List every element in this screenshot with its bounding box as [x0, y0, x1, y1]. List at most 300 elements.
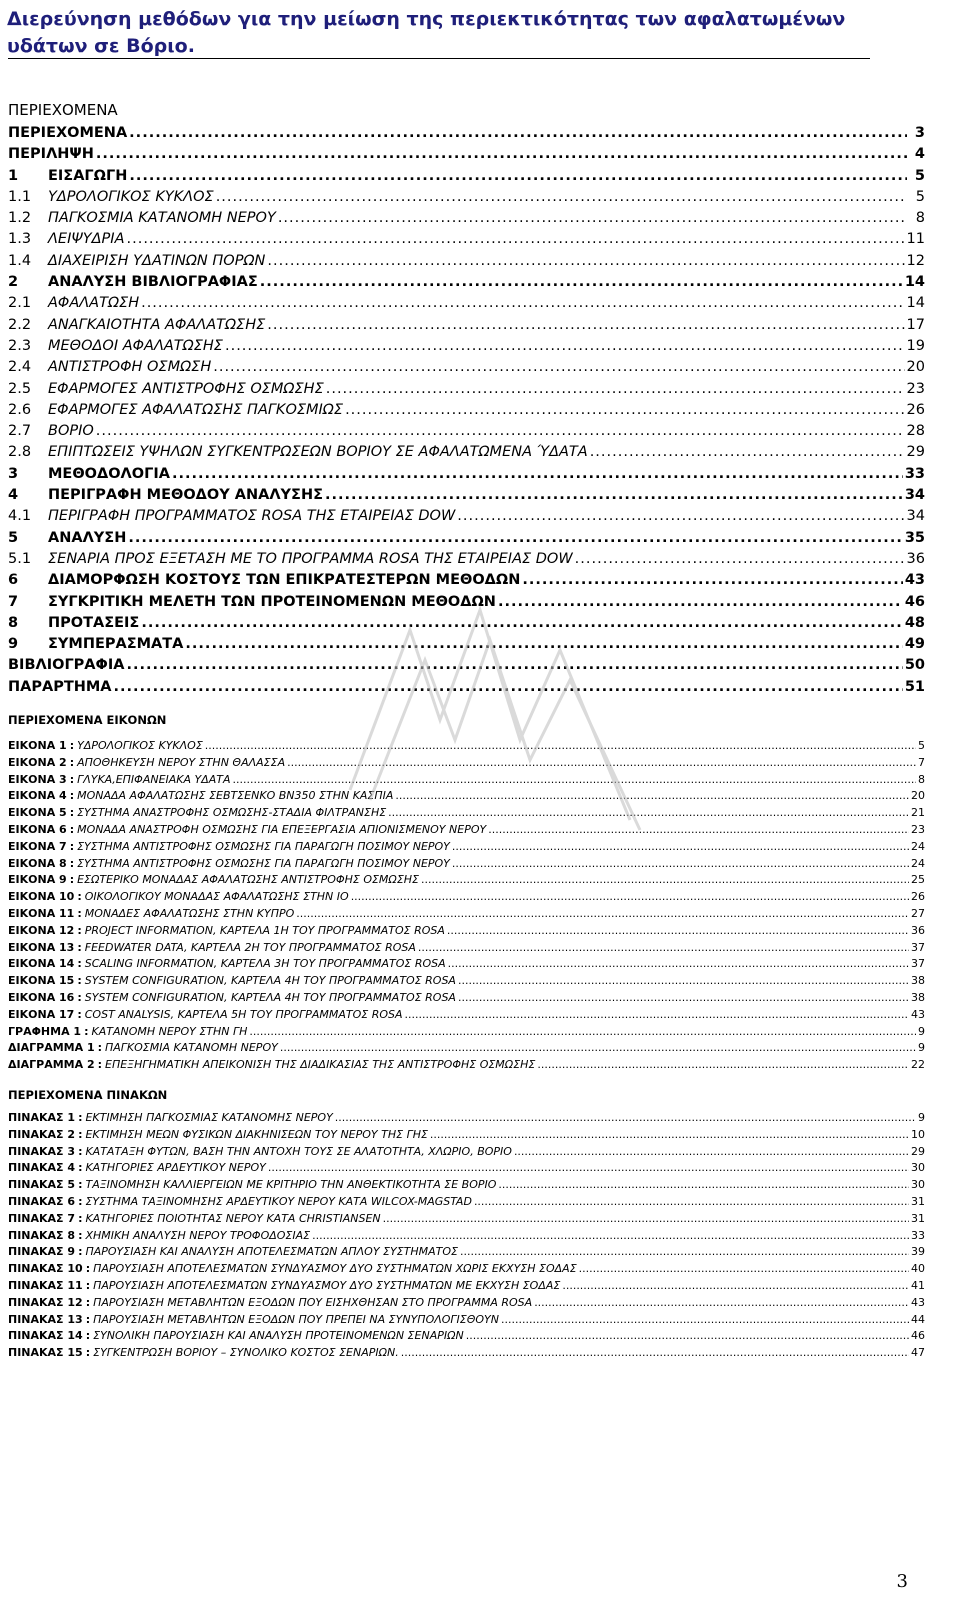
entry-page: 40	[911, 1262, 925, 1276]
entry-caption: ΕΣΩΤΕΡΙΚΟ ΜΟΝΑΔΑΣ ΑΦΑΛΑΤΩΣΗΣ ΑΝΤΙΣΤΡΟΦΗΣ ΟΣΜΩΣΗΣ	[77, 873, 419, 887]
toc-entry[interactable]	[8, 253, 925, 274]
toc-entry-label: ΑΦΑΛΑΤΩΣΗ	[48, 295, 140, 312]
toc-entry-number: 9	[8, 636, 19, 653]
toc-entry[interactable]	[8, 402, 925, 423]
entry-separator: :	[85, 1295, 91, 1309]
entry-label: ΠΙΝΑΚΑΣ 7	[8, 1211, 76, 1225]
list-item[interactable]	[8, 907, 925, 924]
list-item[interactable]	[8, 1262, 925, 1279]
dot-leader	[452, 840, 909, 853]
entry-page: 37	[911, 957, 925, 971]
toc-entry-page: 49	[904, 636, 925, 653]
toc-entry-number: 5.1	[8, 550, 32, 567]
entry-separator: :	[85, 1329, 91, 1343]
entry-caption: ΜΟΝΑΔΑ ΑΝΑΣΤΡΟΦΗ ΟΣΜΩΣΗΣ ΓΙΑ ΕΠΕΞΕΡΓΑΣΙΑ ΑΠΙΟΝΙΣΜΕΝΟΥ ΝΕΡΟΥ	[77, 822, 487, 836]
entry-separator: :	[78, 1127, 83, 1141]
entry-label: ΕΙΚΟΝΑ 16	[8, 990, 75, 1004]
dot-leader	[267, 317, 904, 333]
toc-entry-label: ΠΑΓΚΟΣΜΙΑ ΚΑΤΑΝΟΜΗ ΝΕΡΟΥ	[48, 210, 276, 227]
dot-leader	[268, 1161, 909, 1174]
entry-caption: ΤΑΞΙΝΟΜΗΣΗ ΚΑΛΛΙΕΡΓΕΙΩΝ ΜΕ ΚΡΙΤΗΡΙΟ ΤΗΝ ΑΝΘΕΚΤΙΚΟΤΗΤΑ ΣΕ ΒΟΡΙΟ	[85, 1178, 497, 1192]
toc-entry[interactable]	[8, 231, 925, 252]
entry-page: 43	[911, 1295, 925, 1309]
entry-page: 9	[918, 1041, 925, 1055]
toc-entry-number: 6	[8, 572, 19, 589]
toc-entry[interactable]	[8, 189, 925, 210]
entry-page: 23	[911, 822, 925, 836]
toc-entry-label: ΠΕΡΙΓΡΑΦΗ ΠΡΟΓΡΑΜΜΑΤΟΣ ROSA ΤΗΣ ΕΤΑΙΡΕΙΑΣ DOW	[48, 508, 456, 525]
entry-page: 5	[918, 739, 925, 752]
entry-separator: :	[69, 822, 75, 836]
toc-entry-number: 7	[8, 593, 19, 610]
list-item[interactable]	[8, 974, 925, 991]
toc-entry-page: 26	[906, 401, 925, 418]
toc-entry-number: 2.3	[8, 337, 32, 354]
dot-leader	[501, 1313, 909, 1326]
entry-label: ΕΙΚΟΝΑ 9	[8, 873, 67, 887]
entry-label: ΕΙΚΟΝΑ 17	[8, 1007, 75, 1021]
toc-entry-label: ΠΑΡΑΡΤΗΜΑ	[8, 678, 112, 695]
toc-entry-label: ΣΥΓΚΡΙΤΙΚΗ ΜΕΛΕΤΗ ΤΩΝ ΠΡΟΤΕΙΝΟΜΕΝΩΝ ΜΕΘΟΔΩΝ	[48, 593, 496, 610]
toc-entry-label: ΒΙΒΛΙΟΓΡΑΦΙΑ	[8, 657, 125, 674]
dot-leader	[590, 444, 905, 460]
list-item[interactable]	[8, 890, 925, 907]
list-item[interactable]	[8, 1195, 925, 1212]
entry-separator: :	[69, 873, 75, 887]
entry-label: ΕΙΚΟΝΑ 6	[8, 822, 67, 836]
toc-entry[interactable]	[8, 679, 925, 700]
entry-label: ΕΙΚΟΝΑ 2	[8, 755, 67, 769]
entry-separator: :	[69, 755, 75, 769]
list-item[interactable]	[8, 924, 925, 941]
entry-label: ΠΙΝΑΚΑΣ 3	[8, 1144, 76, 1158]
entry-page: 26	[911, 890, 925, 904]
toc-entry-page: 14	[906, 295, 925, 312]
entry-page: 10	[911, 1127, 925, 1141]
list-item[interactable]	[8, 773, 925, 790]
dot-leader	[498, 594, 903, 610]
entry-separator: :	[84, 1024, 89, 1038]
toc-entry[interactable]	[8, 530, 925, 551]
list-item[interactable]	[8, 1008, 925, 1025]
dot-leader	[466, 1329, 909, 1342]
dot-leader	[141, 615, 903, 631]
dot-leader	[474, 1195, 909, 1208]
dot-leader	[562, 1279, 909, 1292]
page-number: 3	[896, 1571, 908, 1592]
entry-label: ΕΙΚΟΝΑ 7	[8, 839, 67, 853]
toc-entry-page: 19	[906, 337, 925, 354]
list-item[interactable]	[8, 873, 925, 890]
toc-entry-page: 51	[904, 678, 925, 695]
toc-entry-page: 17	[906, 316, 925, 333]
entry-caption: ΚΑΤΗΓΟΡΙΕΣ ΑΡΔΕΥΤΙΚΟΥ ΝΕΡΟΥ	[85, 1161, 266, 1175]
entry-caption: FEEDWATER DATA, ΚΑΡΤΕΛΑ 2Η ΤΟΥ ΠΡΟΓΡΑΜΜΑΤΟΣ ROSA	[84, 940, 416, 954]
entry-separator: :	[78, 1178, 83, 1192]
dot-leader	[383, 1212, 909, 1225]
entry-caption: ΚΑΤΑΝΟΜΗ ΝΕΡΟΥ ΣΤΗΝ ΓΗ	[91, 1024, 248, 1038]
entry-caption: ΚΑΤΑΤΑΞΗ ΦΥΤΩΝ, ΒΑΣΗ ΤΗΝ ΑΝΤΟΧΗ ΤΟΥΣ ΣΕ ΑΛΑΤΟΤΗΤΑ, ΧΛΩΡΙΟ, ΒΟΡΙΟ	[85, 1144, 512, 1158]
toc-entry[interactable]	[8, 295, 925, 316]
list-item[interactable]	[8, 840, 925, 857]
toc-entry-number: 8	[8, 614, 19, 631]
toc-entry-number: 2.8	[8, 444, 32, 461]
entry-page: 36	[911, 923, 925, 937]
toc-entry[interactable]	[8, 423, 925, 444]
entry-page: 8	[918, 772, 925, 786]
dot-leader	[296, 907, 909, 920]
dot-leader	[126, 657, 902, 673]
toc-entry-number: 2	[8, 274, 19, 291]
entry-caption: ΣΥΣΤΗΜΑ ΑΝΑΣΤΡΟΦΗΣ ΟΣΜΩΣΗΣ-ΣΤΑΔΙΑ ΦΙΛΤΡΑΝΣΗΣ	[77, 806, 387, 820]
entry-separator: :	[78, 1111, 83, 1124]
dot-leader	[172, 466, 903, 482]
dot-leader	[96, 423, 905, 439]
entry-label: ΠΙΝΑΚΑΣ 9	[8, 1245, 76, 1259]
dot-leader	[267, 253, 904, 269]
toc-entry[interactable]	[8, 210, 925, 231]
toc-entry-label: ΔΙΑΧΕΙΡΙΣΗ ΥΔΑΤΙΝΩΝ ΠΟΡΩΝ	[48, 252, 266, 269]
entry-label: ΕΙΚΟΝΑ 3	[8, 772, 67, 786]
dot-leader	[185, 636, 902, 652]
toc-entry-page: 29	[906, 444, 925, 461]
toc-entry-label: ΔΙΑΜΟΡΦΩΣΗ ΚΟΣΤΟΥΣ ΤΩΝ ΕΠΙΚΡΑΤΕΣΤΕΡΩΝ ΜΕΘΟΔΩΝ	[48, 572, 521, 589]
toc-entry-page: 4	[914, 146, 925, 163]
entry-label: ΔΙΑΓΡΑΜΜΑ 1	[8, 1041, 95, 1055]
toc-entry-label: ΕΦΑΡΜΟΓΕΣ ΑΝΤΙΣΤΡΟΦΗΣ ΟΣΜΩΣΗΣ	[48, 380, 324, 397]
entry-label: ΠΙΝΑΚΑΣ 6	[8, 1194, 76, 1208]
entry-page: 24	[911, 856, 925, 870]
entry-label: ΕΙΚΟΝΑ 14	[8, 957, 75, 971]
dot-leader	[488, 823, 909, 836]
toc-entry[interactable]	[8, 657, 925, 678]
entry-separator: :	[97, 1058, 102, 1072]
toc-entry-label: ΑΝΤΙΣΤΡΟΦΗ ΟΣΜΩΣΗ	[48, 359, 212, 376]
toc-entry-page: 33	[904, 465, 925, 482]
toc-entry-page: 3	[914, 125, 925, 141]
dot-leader	[534, 1296, 909, 1309]
toc-entry-number: 2.6	[8, 401, 32, 418]
list-item[interactable]	[8, 1313, 925, 1330]
dot-leader	[458, 974, 909, 987]
document-title: Διερεύνηση μεθόδων για την μείωση της περιεκτικότητας των αφαλατωμένων υδάτων σε Βόριο.	[7, 8, 846, 57]
entry-page: 22	[911, 1058, 925, 1072]
entry-label: ΠΙΝΑΚΑΣ 14	[8, 1329, 83, 1343]
toc-entry-page: 11	[906, 231, 925, 248]
toc-entry-page: 5	[915, 188, 925, 205]
dot-leader	[326, 381, 905, 397]
dot-leader	[216, 189, 907, 205]
toc-entry[interactable]	[8, 636, 925, 657]
toc-entry-page: 5	[914, 167, 925, 184]
dot-leader	[260, 274, 903, 290]
toc-entry[interactable]	[8, 615, 925, 636]
toc-entry[interactable]	[8, 359, 925, 380]
toc-entry-number: 1	[8, 167, 19, 184]
dot-leader	[351, 890, 909, 903]
entry-caption: COST ANALYSIS, ΚΑΡΤΕΛΑ 5Η ΤΟΥ ΠΡΟΓΡΑΜΜΑΤΟΣ ROSA	[84, 1007, 403, 1021]
list-item[interactable]	[8, 857, 925, 874]
table-of-contents	[8, 125, 925, 700]
entry-label: ΠΙΝΑΚΑΣ 5	[8, 1178, 76, 1192]
entry-caption: ΠΑΡΟΥΣΙΑΣΗ ΑΠΟΤΕΛΕΣΜΑΤΩΝ ΣΥΝΔΥΑΣΜΟΥ ΔΥΟ ΣΥΣΤΗΜΑΤΩΝ ΜΕ ΕΚΧΥΣΗ ΣΟΔΑΣ	[93, 1278, 561, 1292]
toc-entry-number: 5	[8, 529, 19, 546]
list-item[interactable]	[8, 1161, 925, 1178]
toc-entry[interactable]	[8, 551, 925, 572]
toc-entry[interactable]	[8, 317, 925, 338]
entry-separator: :	[77, 906, 82, 920]
entry-separator: :	[69, 856, 75, 870]
toc-entry-label: ΑΝΑΛΥΣΗ ΒΙΒΛΙΟΓΡΑΦΙΑΣ	[48, 274, 258, 291]
dot-leader	[287, 756, 916, 769]
list-item[interactable]	[8, 1229, 925, 1246]
entry-label: ΠΙΝΑΚΑΣ 15	[8, 1346, 83, 1360]
toc-entry[interactable]	[8, 125, 925, 146]
toc-entry[interactable]	[8, 572, 925, 593]
entry-caption: ΜΟΝΑΔΑ ΑΦΑΛΑΤΩΣΗΣ ΣΕΒΤΣΕΝΚΟ BN350 ΣΤΗΝ ΚΑΣΠΙΑ	[77, 789, 394, 803]
list-item[interactable]	[8, 1296, 925, 1313]
entry-label: ΠΙΝΑΚΑΣ 8	[8, 1228, 76, 1242]
list-item[interactable]	[8, 1178, 925, 1195]
dot-leader	[447, 924, 909, 937]
dot-leader	[395, 789, 909, 802]
list-item[interactable]	[8, 739, 925, 756]
entry-caption: ΣΥΣΤΗΜΑ ΤΑΞΙΝΟΜΗΣΗΣ ΑΡΔΕΥΤΙΚΟΥ ΝΕΡΟΥ ΚΑΤΑ WILCOX-MAGSTAD	[85, 1194, 472, 1208]
entry-separator: :	[78, 1245, 83, 1259]
entry-page: 24	[911, 839, 925, 853]
entry-label: ΓΡΑΦΗΜΑ 1	[8, 1024, 82, 1038]
list-item[interactable]	[8, 1212, 925, 1229]
list-item[interactable]	[8, 823, 925, 840]
entry-separator: :	[77, 890, 82, 904]
toc-entry-label: ΜΕΘΟΔΟΛΟΓΙΑ	[48, 465, 170, 482]
entry-caption: ΕΚΤΙΜΗΣΗ ΠΑΓΚΟΣΜΙΑΣ ΚΑΤΑΝΟΜΗΣ ΝΕΡΟΥ	[85, 1111, 333, 1124]
entry-separator: :	[85, 1312, 91, 1326]
list-item[interactable]	[8, 1058, 925, 1075]
dot-leader	[129, 168, 907, 184]
toc-entry-number: 1.3	[8, 231, 32, 248]
entry-separator: :	[77, 974, 82, 988]
toc-entry-page: 36	[906, 550, 925, 567]
entry-page: 38	[911, 990, 925, 1004]
list-item[interactable]	[8, 1329, 925, 1346]
entry-separator: :	[69, 739, 75, 752]
toc-entry-label: ΠΕΡΙΕΧΟΜΕΝΑ	[8, 125, 128, 141]
entry-caption: ΠΑΡΟΥΣΙΑΣΗ ΜΕΤΑΒΛΗΤΩΝ ΕΞΟΔΩΝ ΠΟΥ ΕΙΣΗΧΘΗΣΑΝ ΣΤΟ ΠΡΟΓΡΑΜΜΑ ROSA	[93, 1295, 533, 1309]
entry-page: 44	[911, 1312, 925, 1326]
toc-entry-page: 50	[904, 657, 925, 674]
toc-entry[interactable]	[8, 508, 925, 529]
list-item[interactable]	[8, 756, 925, 773]
list-item[interactable]	[8, 1128, 925, 1145]
toc-entry[interactable]	[8, 146, 925, 167]
toc-entry-number: 2.4	[8, 359, 32, 376]
entry-caption: ΣΥΣΤΗΜΑ ΑΝΤΙΣΤΡΟΦΗΣ ΟΣΜΩΣΗΣ ΓΙΑ ΠΑΡΑΓΩΓΗ ΠΟΣΙΜΟΥ ΝΕΡΟΥ	[77, 856, 450, 870]
entry-separator: :	[78, 1228, 83, 1242]
list-item[interactable]	[8, 1111, 925, 1128]
entry-page: 37	[911, 940, 925, 954]
entry-page: 7	[918, 755, 925, 769]
entry-page: 21	[911, 806, 925, 820]
dot-leader	[514, 1145, 909, 1158]
entry-caption: ΟΙΚΟΛΟΓΙΚΟΥ ΜΟΝΑΔΑΣ ΑΦΑΛΑΤΩΣΗΣ ΣΤΗΝ ΙΟ	[84, 890, 349, 904]
entry-separator: :	[78, 1161, 83, 1175]
toc-entry-label: ΠΡΟΤΑΣΕΙΣ	[48, 614, 140, 631]
tables-heading: ΠΕΡΙΕΧΟΜΕΝΑ ΠΙΝΑΚΩΝ	[8, 1088, 168, 1102]
entry-page: 39	[911, 1245, 925, 1259]
dot-leader	[141, 295, 904, 311]
entry-label: ΕΙΚΟΝΑ 5	[8, 806, 67, 820]
toc-entry-label: ΣΕΝΑΡΙΑ ΠΡΟΣ ΕΞΕΤΑΣΗ ΜΕ ΤΟ ΠΡΟΓΡΑΜΜΑ ROSA ΤΗΣ ΕΤΑΙΡΕΙΑΣ DOW	[48, 550, 573, 567]
list-item[interactable]	[8, 1025, 925, 1042]
entry-caption: ΠΑΓΚΟΣΜΙΑ ΚΑΤΑΝΟΜΗ ΝΕΡΟΥ	[105, 1041, 278, 1055]
entry-caption: ΠΑΡΟΥΣΙΑΣΗ ΚΑΙ ΑΝΑΛΥΣΗ ΑΠΟΤΕΛΕΣΜΑΤΩΝ ΑΠΛΟΥ ΣΥΣΤΗΜΑΤΟΣ	[85, 1245, 458, 1259]
toc-entry[interactable]	[8, 168, 925, 189]
entry-caption: ΣΥΝΟΛΙΚΗ ΠΑΡΟΥΣΙΑΣΗ ΚΑΙ ΑΝΑΛΥΣΗ ΠΡΟΤΕΙΝΟΜΕΝΩΝ ΣΕΝΑΡΙΩΝ	[93, 1329, 464, 1343]
entry-label: ΠΙΝΑΚΑΣ 1	[8, 1111, 76, 1124]
list-item[interactable]	[8, 1279, 925, 1296]
entry-separator: :	[77, 957, 82, 971]
entry-page: 30	[911, 1178, 925, 1192]
toc-entry-label: ΜΕΘΟΔΟΙ ΑΦΑΛΑΤΩΣΗΣ	[48, 337, 223, 354]
list-item[interactable]	[8, 1145, 925, 1162]
toc-entry-page: 12	[906, 252, 925, 269]
dot-leader	[335, 1111, 916, 1124]
entry-label: ΕΙΚΟΝΑ 11	[8, 906, 75, 920]
dot-leader	[537, 1058, 909, 1071]
list-item[interactable]	[8, 1041, 925, 1058]
entry-page: 25	[911, 873, 925, 887]
entry-separator: :	[69, 789, 75, 803]
entry-caption: PROJECT INFORMATION, ΚΑΡΤΕΛΑ 1Η ΤΟΥ ΠΡΟΓΡΑΜΜΑΤΟΣ ROSA	[84, 923, 445, 937]
toc-entry-label: ΑΝΑΛΥΣΗ	[48, 529, 127, 546]
entry-separator: :	[69, 772, 75, 786]
entry-label: ΕΙΚΟΝΑ 4	[8, 789, 67, 803]
toc-entry-label: ΠΕΡΙΓΡΑΦΗ ΜΕΘΟΔΟΥ ΑΝΑΛΥΣΗΣ	[48, 487, 323, 504]
dot-leader	[430, 1128, 909, 1141]
toc-entry-page: 43	[904, 572, 925, 589]
entry-caption: ΕΠΕΞΗΓΗΜΑΤΙΚΗ ΑΠΕΙΚΟΝΙΣΗ ΤΗΣ ΔΙΑΔΙΚΑΣΙΑΣ ΤΗΣ ΑΝΤΙΣΤΡΟΦΗΣ ΟΣΜΩΣΗΣ	[105, 1058, 536, 1072]
dot-leader	[278, 210, 907, 226]
entry-caption: ΧΗΜΙΚΗ ΑΝΑΛΥΣΗ ΝΕΡΟΥ ΤΡΟΦΟΔΟΣΙΑΣ	[85, 1228, 311, 1242]
toc-entry-page: 34	[904, 487, 925, 504]
entry-label: ΠΙΝΑΚΑΣ 12	[8, 1295, 83, 1309]
toc-entry-number: 3	[8, 465, 19, 482]
toc-entry-number: 2.5	[8, 380, 32, 397]
toc-entry[interactable]	[8, 594, 925, 615]
toc-entry[interactable]	[8, 466, 925, 487]
dot-leader	[205, 739, 916, 752]
dot-leader	[325, 487, 903, 503]
dot-leader	[388, 806, 909, 819]
list-item[interactable]	[8, 941, 925, 958]
entry-separator: :	[69, 806, 75, 820]
dot-leader	[522, 572, 902, 588]
toc-entry[interactable]	[8, 444, 925, 465]
entry-separator: :	[85, 1262, 91, 1276]
list-item[interactable]	[8, 957, 925, 974]
entry-separator: :	[78, 1211, 83, 1225]
entry-caption: ΠΑΡΟΥΣΙΑΣΗ ΑΠΟΤΕΛΕΣΜΑΤΩΝ ΣΥΝΔΥΑΣΜΟΥ ΔΥΟ ΣΥΣΤΗΜΑΤΩΝ ΧΩΡΙΣ ΕΚΧΥΣΗ ΣΟΔΑΣ	[93, 1262, 577, 1276]
list-item[interactable]	[8, 991, 925, 1008]
entry-page: 27	[911, 906, 925, 920]
dot-leader	[418, 941, 909, 954]
dot-leader	[96, 146, 907, 162]
list-item[interactable]	[8, 806, 925, 823]
toc-entry-page: 46	[904, 593, 925, 610]
entry-page: 47	[911, 1346, 925, 1360]
toc-entry-number: 1.4	[8, 252, 32, 269]
dot-leader	[460, 1245, 909, 1258]
toc-entry-label: ΕΙΣΑΓΩΓΗ	[48, 167, 128, 184]
entry-page: 33	[911, 1228, 925, 1242]
dot-leader	[225, 338, 905, 354]
entry-separator: :	[97, 1041, 102, 1055]
toc-entry-label: ΣΥΜΠΕΡΑΣΜΑΤΑ	[48, 636, 184, 653]
toc-entry-page: 35	[904, 529, 925, 546]
toc-entry-label: ΑΝΑΓΚΑΙΟΤΗΤΑ ΑΦΑΛΑΤΩΣΗΣ	[48, 316, 266, 333]
dot-leader	[213, 359, 904, 375]
entry-page: 38	[911, 974, 925, 988]
entry-separator: :	[85, 1346, 91, 1360]
entry-caption: SYSTEM CONFIGURATION, ΚΑΡΤΕΛΑ 4Η ΤΟΥ ΠΡΟΓΡΑΜΜΑΤΟΣ ROSA	[84, 990, 456, 1004]
entry-page: 31	[911, 1194, 925, 1208]
entry-caption: ΣΥΣΤΗΜΑ ΑΝΤΙΣΤΡΟΦΗΣ ΟΣΜΩΣΗΣ ΓΙΑ ΠΑΡΑΓΩΓΗ ΠΟΣΙΜΟΥ ΝΕΡΟΥ	[77, 839, 450, 853]
toc-entry-label: ΥΔΡΟΛΟΓΙΚΟΣ ΚΥΚΛΟΣ	[48, 188, 214, 205]
entry-label: ΕΙΚΟΝΑ 12	[8, 923, 75, 937]
toc-entry-number: 4	[8, 487, 19, 504]
toc-entry[interactable]	[8, 274, 925, 295]
list-item[interactable]	[8, 1245, 925, 1262]
entry-label: ΠΙΝΑΚΑΣ 2	[8, 1127, 76, 1141]
toc-entry-page: 20	[906, 359, 925, 376]
figures-list	[8, 739, 925, 1075]
entry-label: ΠΙΝΑΚΑΣ 10	[8, 1262, 83, 1276]
title-rule	[8, 58, 870, 59]
toc-entry-page: 48	[904, 614, 925, 631]
dot-leader	[114, 679, 903, 695]
toc-entry-page: 34	[906, 508, 925, 525]
entry-label: ΕΙΚΟΝΑ 1	[8, 739, 67, 752]
entry-caption: ΑΠΟΘΗΚΕΥΣΗ ΝΕΡΟΥ ΣΤΗΝ ΘΑΛΑΣΣΑ	[77, 755, 286, 769]
entry-page: 20	[911, 789, 925, 803]
list-item[interactable]	[8, 789, 925, 806]
entry-separator: :	[69, 839, 75, 853]
entry-page: 9	[918, 1024, 925, 1038]
entry-page: 43	[911, 1007, 925, 1021]
toc-entry-number: 1.2	[8, 210, 32, 227]
entry-caption: SCALING INFORMATION, ΚΑΡΤΕΛΑ 3Η ΤΟΥ ΠΡΟΓΡΑΜΜΑΤΟΣ ROSA	[84, 957, 446, 971]
entry-page: 29	[911, 1144, 925, 1158]
entry-separator: :	[77, 923, 82, 937]
toc-entry-number: 4.1	[8, 508, 32, 525]
toc-entry-number: 1.1	[8, 188, 32, 205]
toc-entry[interactable]	[8, 487, 925, 508]
dot-leader	[448, 957, 909, 970]
toc-heading: ΠΕΡΙΕΧΟΜΕΝΑ	[8, 101, 118, 119]
dot-leader	[312, 1229, 909, 1242]
list-item[interactable]	[8, 1346, 925, 1363]
entry-label: ΕΙΚΟΝΑ 10	[8, 890, 75, 904]
toc-entry-page: 23	[906, 380, 925, 397]
entry-caption: ΠΑΡΟΥΣΙΑΣΗ ΜΕΤΑΒΛΗΤΩΝ ΕΞΟΔΩΝ ΠΟΥ ΠΡΕΠΕΙ ΝΑ ΣΥΝΥΠΟΛΟΓΙΣΘΟΥΝ	[93, 1312, 499, 1326]
toc-entry[interactable]	[8, 381, 925, 402]
dot-leader	[498, 1178, 909, 1191]
toc-entry[interactable]	[8, 338, 925, 359]
dot-leader	[421, 873, 909, 886]
entry-separator: :	[85, 1278, 91, 1292]
toc-entry-label: ΒΟΡΙΟ	[48, 423, 94, 440]
